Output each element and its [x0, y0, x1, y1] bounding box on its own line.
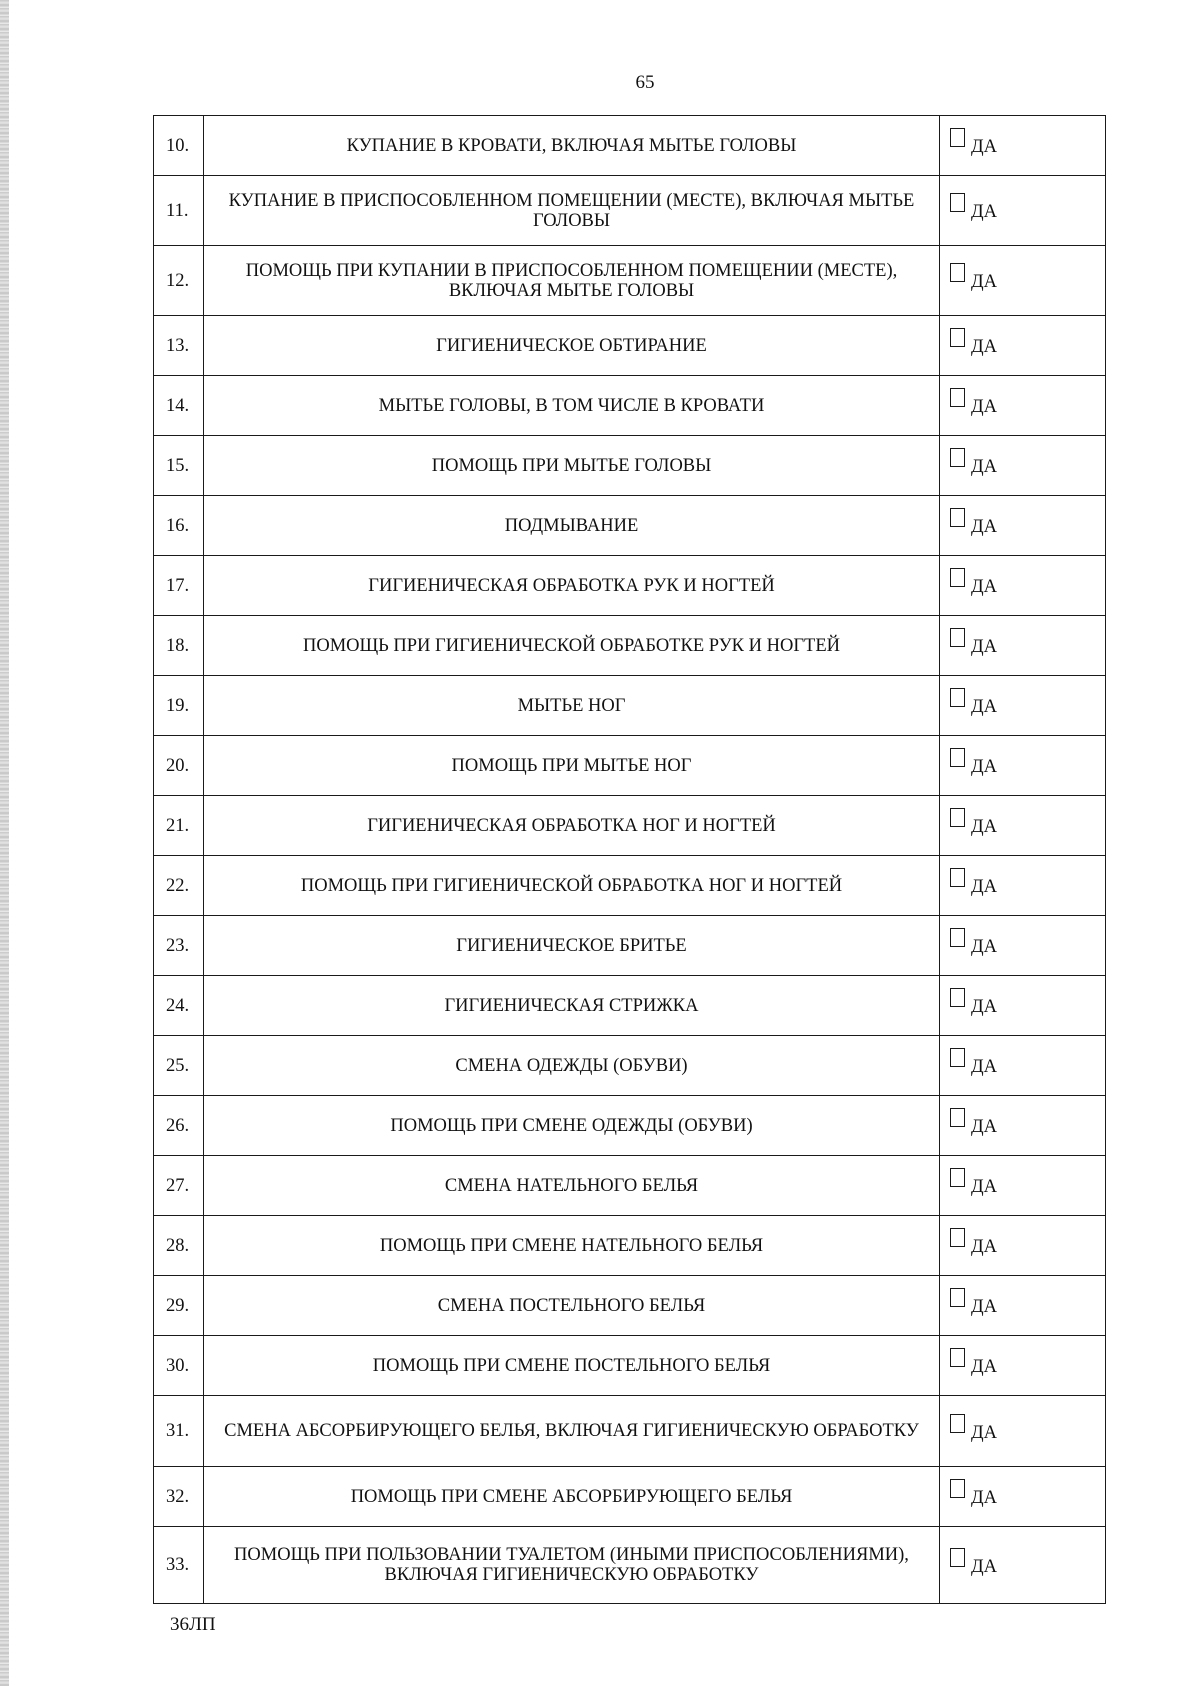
table-row [154, 1216, 1106, 1276]
service-name: ПОМОЩЬ ПРИ СМЕНЕ ПОСТЕЛЬНОГО БЕЛЬЯ [204, 1336, 940, 1396]
row-number: 12. [154, 246, 204, 316]
yes-option-cell [940, 796, 1106, 856]
row-number: 31. [154, 1396, 204, 1467]
yes-option-cell [940, 1216, 1106, 1276]
row-number: 14. [154, 376, 204, 436]
row-number: 28. [154, 1216, 204, 1276]
yes-checkbox[interactable] [950, 448, 965, 467]
service-name: МЫТЬЕ НОГ [204, 676, 940, 736]
row-number: 18. [154, 616, 204, 676]
page-number: 65 [635, 72, 655, 93]
yes-label: ДА [971, 697, 997, 717]
yes-option-cell [940, 1467, 1106, 1527]
yes-option[interactable] [950, 391, 997, 417]
row-number: 19. [154, 676, 204, 736]
row-number: 15. [154, 436, 204, 496]
yes-option[interactable] [950, 1351, 997, 1377]
yes-option-cell [940, 1036, 1106, 1096]
table-row [154, 1467, 1106, 1527]
yes-checkbox[interactable] [950, 128, 965, 147]
table-row [154, 376, 1106, 436]
yes-option[interactable] [950, 451, 997, 477]
yes-checkbox[interactable] [950, 688, 965, 707]
service-name: ПОМОЩЬ ПРИ ГИГИЕНИЧЕСКОЙ ОБРАБОТКЕ РУК И НОГТЕЙ [204, 616, 940, 676]
yes-option[interactable] [950, 331, 997, 357]
yes-label: ДА [971, 757, 997, 777]
yes-option[interactable] [950, 1231, 997, 1257]
table-row [154, 1396, 1106, 1467]
yes-option[interactable] [950, 1482, 997, 1508]
yes-option[interactable] [950, 511, 997, 537]
yes-label: ДА [971, 817, 997, 837]
yes-label: ДА [971, 517, 997, 537]
yes-checkbox[interactable] [950, 808, 965, 827]
table-row [154, 1156, 1106, 1216]
yes-checkbox[interactable] [950, 568, 965, 587]
table-row [154, 1527, 1106, 1604]
table-row [154, 1096, 1106, 1156]
table-row [154, 676, 1106, 736]
yes-option-cell [940, 1396, 1106, 1467]
yes-checkbox[interactable] [950, 1168, 965, 1187]
yes-option-cell [940, 496, 1106, 556]
service-name: ГИГИЕНИЧЕСКОЕ ОБТИРАНИЕ [204, 316, 940, 376]
service-name: ПОМОЩЬ ПРИ СМЕНЕ ОДЕЖДЫ (ОБУВИ) [204, 1096, 940, 1156]
yes-checkbox[interactable] [950, 508, 965, 527]
yes-option-cell [940, 856, 1106, 916]
row-number: 26. [154, 1096, 204, 1156]
row-number: 29. [154, 1276, 204, 1336]
service-name: МЫТЬЕ ГОЛОВЫ, В ТОМ ЧИСЛЕ В КРОВАТИ [204, 376, 940, 436]
service-name: ПОДМЫВАНИЕ [204, 496, 940, 556]
footer-code: 36ЛП [170, 1614, 216, 1635]
service-name: ГИГИЕНИЧЕСКАЯ СТРИЖКА [204, 976, 940, 1036]
yes-option[interactable] [950, 1111, 997, 1137]
row-number: 20. [154, 736, 204, 796]
yes-checkbox[interactable] [950, 1048, 965, 1067]
row-number: 27. [154, 1156, 204, 1216]
yes-option[interactable] [950, 1291, 997, 1317]
service-name: КУПАНИЕ В КРОВАТИ, ВКЛЮЧАЯ МЫТЬЕ ГОЛОВЫ [204, 116, 940, 176]
yes-label: ДА [971, 997, 997, 1017]
row-number: 22. [154, 856, 204, 916]
yes-label: ДА [971, 1117, 997, 1137]
yes-label: ДА [971, 1422, 997, 1443]
yes-option-cell [940, 1096, 1106, 1156]
yes-option-cell [940, 676, 1106, 736]
yes-option-cell [940, 176, 1106, 246]
service-name: ПОМОЩЬ ПРИ МЫТЬЕ ГОЛОВЫ [204, 436, 940, 496]
table-row [154, 976, 1106, 1036]
yes-option-cell [940, 916, 1106, 976]
yes-label: ДА [971, 457, 997, 477]
yes-label: ДА [971, 1237, 997, 1257]
yes-option[interactable] [950, 751, 997, 777]
yes-option[interactable] [950, 991, 997, 1017]
yes-label: ДА [971, 1488, 997, 1508]
yes-checkbox[interactable] [950, 1228, 965, 1247]
service-name: ПОМОЩЬ ПРИ МЫТЬЕ НОГ [204, 736, 940, 796]
yes-option[interactable] [950, 131, 997, 157]
table-row [154, 1276, 1106, 1336]
yes-checkbox[interactable] [950, 1108, 965, 1127]
row-number: 24. [154, 976, 204, 1036]
yes-label: ДА [971, 877, 997, 897]
table-row [154, 316, 1106, 376]
yes-option[interactable] [950, 1417, 997, 1443]
service-name: СМЕНА ПОСТЕЛЬНОГО БЕЛЬЯ [204, 1276, 940, 1336]
yes-checkbox[interactable] [950, 388, 965, 407]
service-name: ПОМОЩЬ ПРИ ГИГИЕНИЧЕСКОЙ ОБРАБОТКА НОГ И НОГТЕЙ [204, 856, 940, 916]
services-table-body [154, 116, 1106, 1604]
yes-option-cell [940, 436, 1106, 496]
yes-option[interactable] [950, 196, 997, 222]
table-row [154, 116, 1106, 176]
row-number: 13. [154, 316, 204, 376]
row-number: 17. [154, 556, 204, 616]
yes-option-cell [940, 1336, 1106, 1396]
yes-label: ДА [971, 1297, 997, 1317]
yes-label: ДА [971, 397, 997, 417]
service-name: ГИГИЕНИЧЕСКАЯ ОБРАБОТКА РУК И НОГТЕЙ [204, 556, 940, 616]
yes-option-cell [940, 736, 1106, 796]
table-row [154, 1036, 1106, 1096]
yes-checkbox[interactable] [950, 1288, 965, 1307]
yes-option-cell [940, 1276, 1106, 1336]
yes-checkbox[interactable] [950, 1479, 965, 1498]
yes-option-cell [940, 556, 1106, 616]
service-name: ГИГИЕНИЧЕСКАЯ ОБРАБОТКА НОГ И НОГТЕЙ [204, 796, 940, 856]
yes-option-cell [940, 616, 1106, 676]
table-row [154, 496, 1106, 556]
row-number: 25. [154, 1036, 204, 1096]
yes-option-cell [940, 316, 1106, 376]
row-number: 16. [154, 496, 204, 556]
table-row [154, 176, 1106, 246]
yes-option[interactable] [950, 691, 997, 717]
yes-option-cell [940, 1527, 1106, 1604]
yes-checkbox[interactable] [950, 1548, 965, 1567]
yes-label: ДА [971, 937, 997, 957]
yes-checkbox[interactable] [950, 928, 965, 947]
yes-option[interactable] [950, 1051, 997, 1077]
row-number: 23. [154, 916, 204, 976]
yes-label: ДА [971, 337, 997, 357]
table-row [154, 736, 1106, 796]
yes-option[interactable] [950, 266, 997, 292]
row-number: 11. [154, 176, 204, 246]
table-row [154, 1336, 1106, 1396]
service-name: ПОМОЩЬ ПРИ КУПАНИИ В ПРИСПОСОБЛЕННОМ ПОМЕЩЕНИИ (МЕСТЕ), ВКЛЮЧАЯ МЫТЬЕ ГОЛОВЫ [204, 246, 940, 316]
row-number: 10. [154, 116, 204, 176]
yes-checkbox[interactable] [950, 988, 965, 1007]
yes-option-cell [940, 976, 1106, 1036]
yes-option-cell [940, 116, 1106, 176]
yes-label: ДА [971, 637, 997, 657]
service-name: ПОМОЩЬ ПРИ ПОЛЬЗОВАНИИ ТУАЛЕТОМ (ИНЫМИ ПРИСПОСОБЛЕНИЯМИ), ВКЛЮЧАЯ ГИГИЕНИЧЕСКУЮ ОБРАБОТКУ [204, 1527, 940, 1604]
yes-option-cell [940, 246, 1106, 316]
yes-label: ДА [971, 1057, 997, 1077]
table-row [154, 796, 1106, 856]
yes-option[interactable] [950, 1171, 997, 1197]
service-name: ПОМОЩЬ ПРИ СМЕНЕ НАТЕЛЬНОГО БЕЛЬЯ [204, 1216, 940, 1276]
table-row [154, 556, 1106, 616]
yes-option[interactable] [950, 571, 997, 597]
yes-label: ДА [971, 577, 997, 597]
yes-checkbox[interactable] [950, 748, 965, 767]
yes-checkbox[interactable] [950, 193, 965, 212]
row-number: 32. [154, 1467, 204, 1527]
yes-checkbox[interactable] [950, 628, 965, 647]
scan-edge [0, 0, 9, 1686]
yes-label: ДА [971, 202, 997, 222]
row-number: 33. [154, 1527, 204, 1604]
yes-option-cell [940, 1156, 1106, 1216]
service-name: ГИГИЕНИЧЕСКОЕ БРИТЬЕ [204, 916, 940, 976]
table-row [154, 856, 1106, 916]
yes-label: ДА [971, 137, 997, 157]
table-row [154, 616, 1106, 676]
yes-option[interactable] [950, 871, 997, 897]
yes-checkbox[interactable] [950, 263, 965, 282]
yes-label: ДА [971, 272, 997, 292]
service-name: СМЕНА ОДЕЖДЫ (ОБУВИ) [204, 1036, 940, 1096]
table-row [154, 246, 1106, 316]
yes-checkbox[interactable] [950, 1348, 965, 1367]
service-name: СМЕНА АБСОРБИРУЮЩЕГО БЕЛЬЯ, ВКЛЮЧАЯ ГИГИЕНИЧЕСКУЮ ОБРАБОТКУ [204, 1396, 940, 1467]
yes-option[interactable] [950, 631, 997, 657]
service-name: СМЕНА НАТЕЛЬНОГО БЕЛЬЯ [204, 1156, 940, 1216]
yes-option[interactable] [950, 931, 997, 957]
yes-option[interactable] [950, 811, 997, 837]
yes-label: ДА [971, 1556, 997, 1577]
yes-label: ДА [971, 1357, 997, 1377]
table-row [154, 916, 1106, 976]
yes-option-cell [940, 376, 1106, 436]
row-number: 30. [154, 1336, 204, 1396]
yes-checkbox[interactable] [950, 1414, 965, 1433]
yes-checkbox[interactable] [950, 328, 965, 347]
services-table [153, 115, 1106, 1604]
service-name: ПОМОЩЬ ПРИ СМЕНЕ АБСОРБИРУЮЩЕГО БЕЛЬЯ [204, 1467, 940, 1527]
yes-option[interactable] [950, 1551, 997, 1577]
yes-label: ДА [971, 1177, 997, 1197]
row-number: 21. [154, 796, 204, 856]
service-name: КУПАНИЕ В ПРИСПОСОБЛЕННОМ ПОМЕЩЕНИИ (МЕСТЕ), ВКЛЮЧАЯ МЫТЬЕ ГОЛОВЫ [204, 176, 940, 246]
table-row [154, 436, 1106, 496]
yes-checkbox[interactable] [950, 868, 965, 887]
